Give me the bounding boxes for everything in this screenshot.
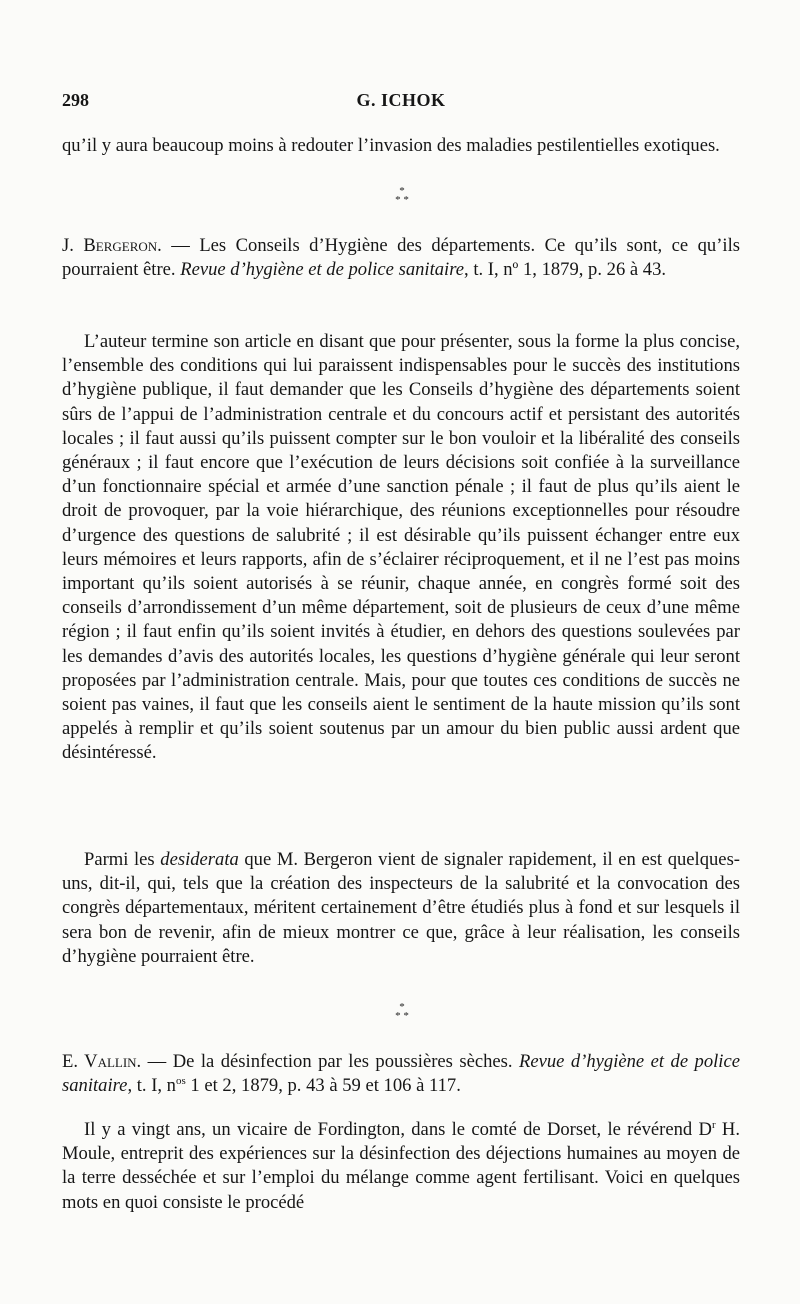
paragraph-text: L’auteur termine son article en disant que pour présenter, sous la forme la plus concise, l’ensemble des conditions qui lui paraissent indispensables pour le succès des institutions d’hygiène publique, il faut demander que les Conseils d’hygiène des départements soient sûrs de l’appui de l’administration centrale et du concours actif et persistant des autorités locales ; il faut aussi qu’ils puissent compter sur le bon vouloir et la libéralité des conseils généraux ; il faut encore que l’exécution de leurs décisions soit confiée à la surveillance d’un fonctionnaire spécial et armée d’une sanction pénale ; il faut de plus qu’ils aient le droit de provoquer, par la voie hiérarchique, des réunions exceptionnelles pour résoudre d’urgence des questions de salubrité ; il est désirable qu’ils puissent échanger entre eux leurs mémoires et leurs rapports, afin de s’éclairer réciproquement, et il ne l’est pas moins important qu’ils soient autorisés à se réunir, chaque année, en congrès formé soit des conseils d’arrondissement d’un même département, soit de plusieurs de ceux d’une même région ; il faut enfin qu’ils soient invités à étudier, en dehors des questions soulevées par les demandes d’avis des autorités locales, les questions d’hygiène générale qui leur seront proposées par l’administration centrale. Mais, pour que toutes ces conditions de succès ne soient pas vaines, il faut que les conseils aient le sentiment de la haute mission qu’ils sont appelés à remplir et qu’ils soient soutenus par un amour du bien public aussi ardent que désintéressé.: [62, 331, 740, 764]
running-head: G. ICHOK: [356, 90, 446, 110]
entry-citation-sup: os: [175, 1075, 186, 1088]
entry-author: J. Bergeron.: [62, 235, 162, 256]
entry-journal: Revue d’hygiène et de police sanitaire: [62, 1051, 740, 1097]
entry-title: — De la désinfection par les poussières sèches.: [141, 1051, 519, 1072]
section-separator: [382, 187, 422, 211]
entry-journal: Revue d’hygiène et de police sanitaire: [180, 259, 465, 281]
summary-paragraph-2: [62, 848, 740, 969]
separator-stars: * * *: [395, 185, 409, 206]
paragraph-text-rest: H. Moule, entreprit des expériences sur la désinfection des déjections humaines au moyen de la terre desséchée et sur l’emploi du mélange comme agent fertilisant. Voici en quelques mots en quoi consiste le procédé: [62, 1119, 740, 1213]
paragraph-text-start: Il y a vingt ans, un vicaire de Fordington, dans le comté de Dorset, le révérend D: [84, 1119, 712, 1140]
bibliographic-entry-vallin: [62, 1050, 740, 1098]
continuation-text: qu’il y aura beaucoup moins à redouter l’invasion des maladies pestilentielles exotiques.: [62, 135, 720, 156]
page-number: 298: [62, 90, 89, 110]
summary-paragraph-3: [62, 1118, 740, 1215]
latin-term: desiderata: [160, 849, 239, 870]
bibliographic-entry-bergeron: [62, 234, 740, 282]
summary-paragraph-1: [62, 330, 740, 766]
page-header: [62, 90, 740, 114]
title-abbrev-sup: r: [711, 1118, 716, 1131]
continuation-paragraph: [62, 134, 740, 158]
separator-stars-2: * * *: [395, 1001, 409, 1022]
paragraph-text-start: Parmi les: [84, 849, 161, 870]
paragraph-text-rest: que M. Bergeron vient de signaler rapidement, il en est quelques-uns, dit-il, qui, tels que la création des inspecteurs de la salubrité et la convocation des congrès départementaux, méritent certainement d’être étudiés plus à fond et sur lesquels il sera bon de revenir, afin de mieux montrer ce que, grâce à leur réalisation, les conseils d’hygiène pourraient être.: [62, 849, 740, 967]
entry-citation-end: 1 et 2, 1879, p. 43 à 59 et 106 à 117.: [185, 1075, 461, 1097]
section-separator-2: [382, 1003, 422, 1027]
entry-title: — Les Conseils d’Hygiène des départements. Ce qu’ils sont, ce qu’ils pourraient être.: [62, 235, 740, 281]
entry-citation: , t. I, nº 1, 1879, p. 26 à 43.: [464, 259, 667, 281]
entry-author: E. Vallin.: [62, 1051, 142, 1072]
entry-citation-start: , t. I, n: [127, 1075, 176, 1097]
